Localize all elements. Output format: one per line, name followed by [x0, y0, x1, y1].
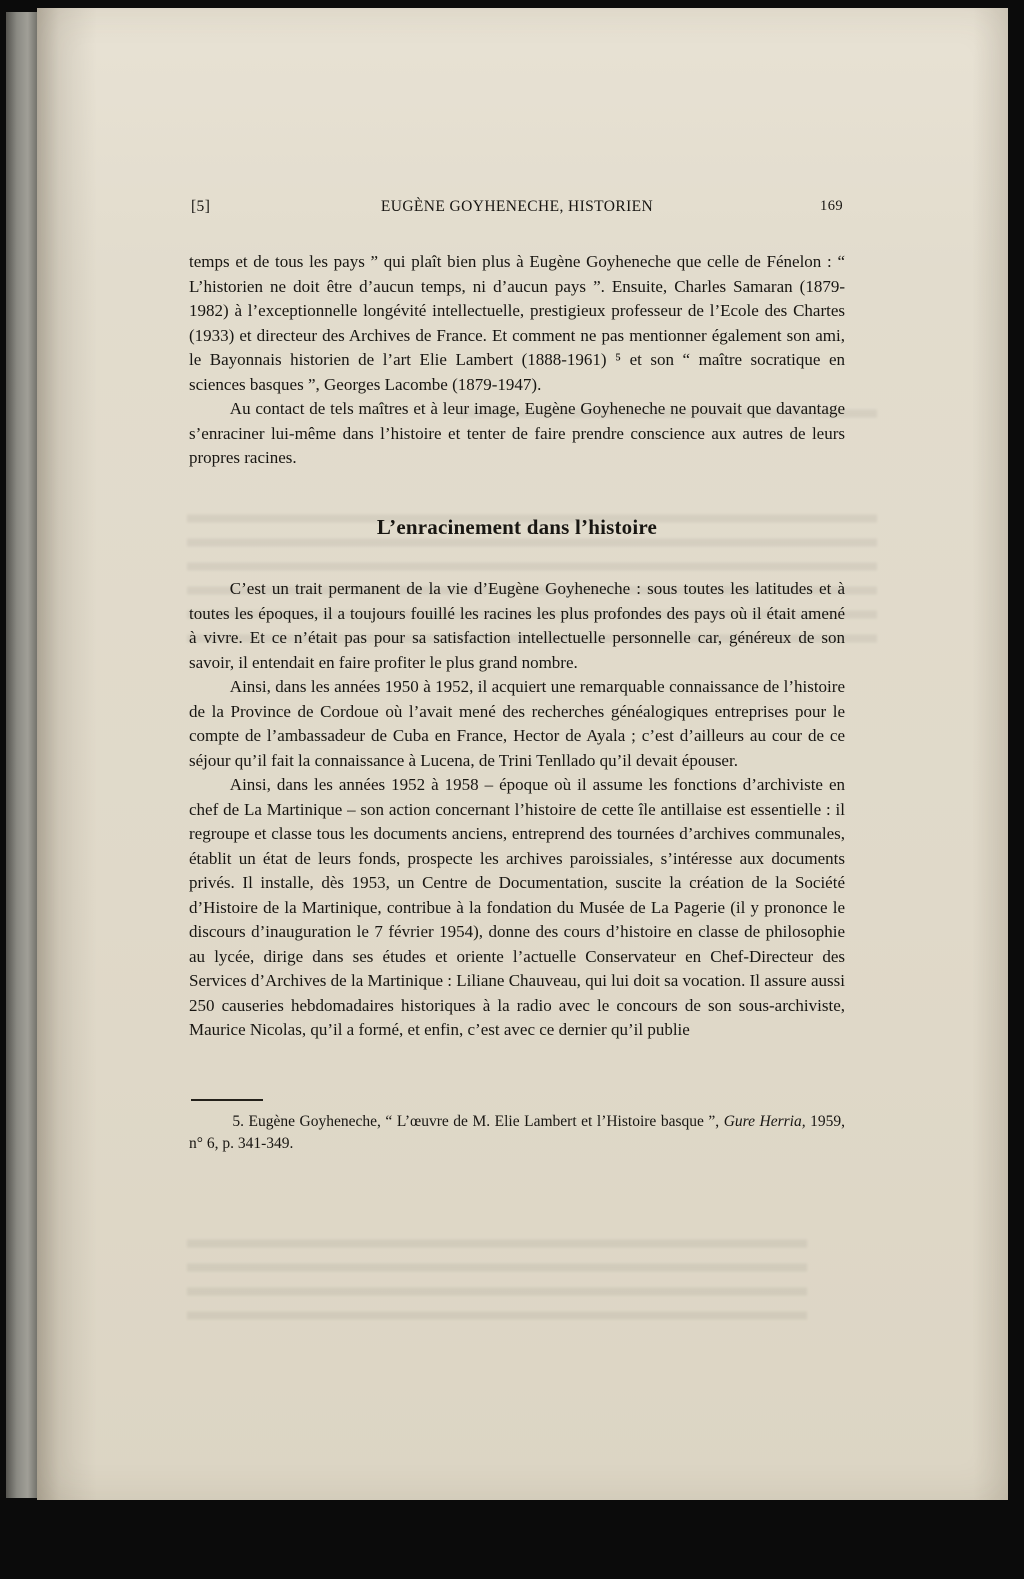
footnote-citation: 5. Eugène Goyheneche, “ L’œuvre de M. Elie Lambert et l’Histoire basque ”,	[232, 1112, 720, 1130]
page-number: 169	[820, 198, 843, 214]
book-page	[37, 8, 1008, 1500]
footnote-text	[189, 1111, 845, 1155]
section-marker: [5]	[191, 198, 211, 215]
paragraph: Ainsi, dans les années 1952 à 1958 – époque où il assume les fonctions d’archiviste en chef de La Martinique – son action concernant l’histoire de cette île antillaise est essentielle : il regroupe et classe tous les documents anciens, entreprend des tournées d’archives communales, établit un état de leurs fonds, prospecte les archives paroissiales, s’intéresse aux documents privés. Il installe, dès 1953, un Centre de Documentation, suscite la création de la Société d’Histoire de la Martinique, contribue à la fondation du Musée de La Pagerie (il y prononce le discours d’inauguration le 7 février 1954), donne des cours d’histoire en classe de philosophie au lycée, dirige dans ses études et oriente l’actuelle Conservateur en Chef-Directeur des Services d’Archives de la Martinique : Liliane Chauveau, qui lui doit sa vocation. Il assure aussi 250 causeries hebdomadaires historiques à la radio avec le concours de son sous-archiviste, Maurice Nicolas, qu’il a formé, et enfin, c’est avec ce dernier qu’il publie	[189, 775, 845, 1039]
running-title: EUGÈNE GOYHENECHE, HISTORIEN	[380, 198, 654, 215]
footnote-rule	[191, 1099, 263, 1101]
paragraph: Ainsi, dans les années 1950 à 1952, il acquiert une remarquable connaissance de l’histoire de la Province de Cordoue où l’avait mené des recherches généalogiques entreprises pour le compte de l’ambassadeur de Cuba en France, Hector de Ayala ; c’est d’ailleurs au cour de ce séjour qu’il fait la connaissance à Lucena, de Trini Tenllado qu’il devait épouser.	[189, 677, 845, 770]
page-content	[189, 198, 845, 1155]
bleed-through-text	[187, 1233, 807, 1323]
footnote-reference: 1959, n° 6, p. 341-349.	[189, 1112, 845, 1152]
section-heading: L’enracinement dans l’histoire	[376, 514, 658, 539]
footnote-journal-title: Gure Herria,	[723, 1112, 806, 1130]
paragraph: C’est un trait permanent de la vie d’Eugène Goyheneche : sous toutes les latitudes et à toutes les époques, il a toujours fouillé les racines les plus profondes des pays où il était amené à vivre. Et ce n’était pas pour sa satisfaction intellectuelle personnelle car, généreux de son savoir, il entendait en faire profiter le plus grand nombre.	[189, 579, 845, 672]
book-page-edge	[6, 12, 37, 1498]
running-header	[189, 198, 845, 226]
body-text	[189, 250, 845, 1043]
paragraph: Au contact de tels maîtres et à leur image, Eugène Goyheneche ne pouvait que davantage s’enraciner lui-même dans l’histoire et tenter de faire prendre conscience aux autres de leurs propres racines.	[189, 399, 845, 467]
footnote	[189, 1099, 845, 1155]
paragraph: temps et de tous les pays ” qui plaît bien plus à Eugène Goyheneche que celle de Fénelon : “ L’historien ne doit être d’aucun temps, ni d’aucun pays ”. Ensuite, Charles Samaran (1879-1982) à l’exceptionnelle longévité intellectuelle, prestigieux professeur de l’Ecole des Chartes (1933) et directeur des Archives de France. Et comment ne pas mentionner également son ami, le Bayonnais historien de l’art Elie Lambert (1888-1961) ⁵ et son “ maître socratique en sciences basques ”, Georges Lacombe (1879-1947).	[189, 252, 845, 394]
